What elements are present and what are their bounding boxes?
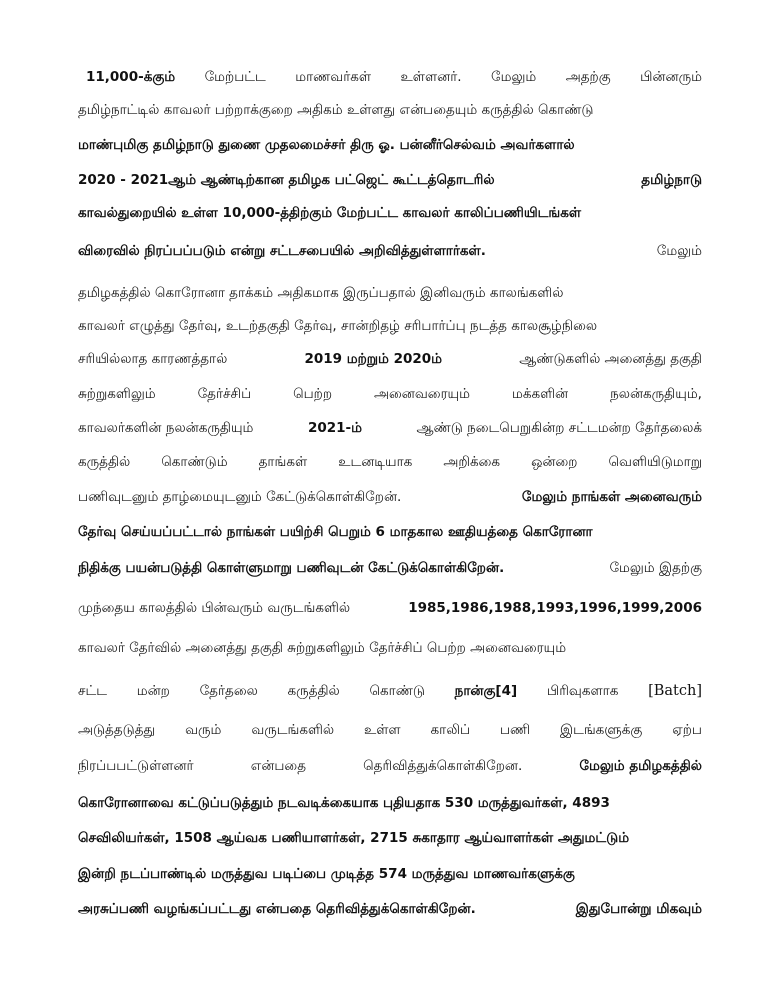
text-segment: காலிப் (430, 722, 471, 738)
text-line (78, 864, 702, 884)
text-line (78, 384, 702, 404)
text-segment: நலன்கருதியும், (610, 386, 702, 402)
text-line (78, 756, 702, 776)
bold-text-segment: இன்றி நடப்பாண்டில் மருத்துவ படிப்பை முடித்த 574 மருத்துவ மாணவர்களுக்கு (78, 866, 575, 882)
bold-text-segment: மாண்புமிகு தமிழ்நாடு துணை முதலமைச்சர் திரு ஓ. பன்னீர்செல்வம் அவர்களால் (78, 137, 575, 153)
text-segment: சட்ட (78, 683, 107, 699)
text-segment: வருடங்களில் (251, 722, 335, 738)
text-segment: தமிழகத்தில் கொரோனா தாக்கம் அதிகமாக இருப்பதால் இனிவரும் காலங்களில் (78, 285, 564, 301)
bold-text-segment: நிதிக்கு பயன்படுத்தி கொள்ளுமாறு பணிவுடன் கேட்டுக்கொள்கிறேன். (78, 560, 505, 576)
bold-text-segment: 2021-ம் (307, 420, 362, 436)
text-line (78, 899, 702, 919)
text-segment: ஏற்ப (672, 722, 702, 738)
text-line (78, 316, 702, 336)
text-line (78, 452, 702, 472)
text-line (78, 681, 702, 701)
text-segment: தெரிவித்துக்கொள்கிறேன. (363, 758, 523, 774)
text-segment: பெற்ற (293, 386, 333, 402)
bold-text-segment: 2019 மற்றும் 2020ம் (304, 351, 443, 367)
bold-text-segment: கொரோனாவை கட்டுப்படுத்தும் நடவடிக்கையாக புதியதாக 530 மருத்துவர்கள், 4893 (78, 795, 610, 811)
text-segment: மேலும் (656, 243, 702, 259)
text-segment: கொண்டும் (161, 454, 228, 470)
text-segment: அதற்கு (565, 69, 611, 85)
text-segment: ஆண்டு நடைபெறுகின்ற சட்டமன்ற தேர்தலைக் (416, 420, 702, 436)
text-segment: பணிவுடனும் தாழ்மையுடனும் கேட்டுக்கொள்கிறேன். (78, 489, 402, 505)
bold-text-segment: நான்கு[4] (454, 683, 518, 699)
text-line (78, 487, 702, 507)
text-segment: பிரிவுகளாக (546, 683, 619, 699)
text-segment: சுற்றுகளிலும் (78, 386, 156, 402)
text-line (78, 241, 702, 261)
bold-text-segment: 2020 - 2021ஆம் ஆண்டிற்கான தமிழக பட்ஜெட் கூட்டத்தொடரில் (78, 172, 495, 188)
text-line (78, 828, 702, 848)
bold-text-segment: மேலும் தமிழகத்தில் (579, 758, 702, 774)
text-segment: தாங்கள் (258, 454, 308, 470)
text-segment: மாணவர்கள் (295, 69, 372, 85)
text-line (78, 283, 702, 303)
text-line (78, 793, 702, 813)
bold-text-segment: காவல்துறையில் உள்ள 10,000-த்திற்கும் மேற்பட்ட காவலர் காலிப்பணியிடங்கள் (78, 205, 582, 221)
text-segment: காவலர்களின் நலன்கருதியும் (78, 420, 254, 436)
text-line (78, 135, 702, 155)
text-line (78, 598, 702, 618)
text-segment: இடங்களுக்கு (559, 722, 643, 738)
text-line (78, 720, 702, 740)
text-line (78, 170, 702, 190)
text-segment: ஒன்றை (531, 454, 578, 470)
text-segment: உள்ள (364, 722, 401, 738)
text-segment: பின்னரும் (640, 69, 702, 85)
bold-text-segment: தேர்வு செய்யப்பட்டால் நாங்கள் பயிற்சி பெறும் 6 மாதகால ஊதியத்தை கொரோனா (78, 524, 593, 540)
bold-text-segment: இதுபோன்று மிகவும் (575, 901, 702, 917)
text-segment: கொண்டு (369, 683, 425, 699)
text-segment: முந்தைய காலத்தில் பின்வரும் வருடங்களில் (78, 600, 351, 616)
text-segment: வெளியிடுமாறு (608, 454, 702, 470)
text-line (78, 638, 702, 658)
text-segment: கருத்தில் (287, 683, 340, 699)
text-segment: என்பதை (250, 758, 306, 774)
text-segment: அடுத்தடுத்து (78, 722, 156, 738)
bold-text-segment: மேலும் நாங்கள் அனைவரும் (521, 489, 702, 505)
text-segment: மன்ற (136, 683, 170, 699)
text-segment: கருத்தில் (78, 454, 131, 470)
bold-text-segment: 1985,1986,1988,1993,1996,1999,2006 (408, 600, 702, 616)
bold-text-segment: செவிலியர்கள், 1508 ஆய்வக பணியாளர்கள், 2715 சுகாதார ஆய்வாளர்கள் அதுமட்டும் (78, 830, 630, 846)
text-segment: ஆண்டுகளில் அனைத்து தகுதி (519, 351, 702, 367)
text-line (78, 558, 702, 578)
text-segment: மக்களின் (511, 386, 569, 402)
text-segment: தேர்தலை (199, 683, 258, 699)
text-segment: காவலர் எழுத்து தேர்வு, உடற்தகுதி தேர்வு, சான்றிதழ் சரிபார்ப்பு நடத்த காலசூழ்நிலை (78, 318, 598, 334)
bold-text-segment: 11,000-க்கும் (86, 69, 176, 85)
text-line (78, 418, 702, 438)
text-segment: தமிழ்நாட்டில் காவலர் பற்றாக்குறை அதிகம் உள்ளது என்பதையும் கருத்தில் கொண்டு (78, 102, 594, 118)
text-segment: வரும் (185, 722, 222, 738)
text-line (78, 349, 702, 369)
text-segment: மேலும் (491, 69, 537, 85)
text-segment: நிரப்பபட்டுள்ளனர் (78, 758, 194, 774)
bold-text-segment: அரசுப்பணி வழங்கப்பட்டது என்பதை தெரிவித்துக்கொள்கிறேன். (78, 901, 476, 917)
bold-text-segment: தமிழ்நாடு (641, 172, 702, 188)
text-segment: அறிக்கை (443, 454, 501, 470)
text-segment: தேர்ச்சிப் (197, 386, 252, 402)
text-segment: உள்ளனர். (400, 69, 462, 85)
bold-text-segment: விரைவில் நிரப்பப்படும் என்று சட்டசபையில் அறிவித்துள்ளார்கள். (78, 243, 486, 259)
text-line (78, 100, 702, 120)
text-segment: சரியில்லாத காரணத்தால் (78, 351, 228, 367)
text-segment: பணி (499, 722, 531, 738)
text-segment: மேலும் இதற்கு (609, 560, 702, 576)
text-line (78, 203, 702, 223)
text-segment: மேற்பட்ட (204, 69, 266, 85)
text-segment: உடனடியாக (338, 454, 413, 470)
text-segment: [Batch] (648, 683, 702, 699)
text-segment: அனைவரையும் (374, 386, 470, 402)
text-segment: காவலர் தேர்வில் அனைத்து தகுதி சுற்றுகளிலும் தேர்ச்சிப் பெற்ற அனைவரையும் (78, 640, 567, 656)
text-line (78, 522, 702, 542)
text-line (86, 67, 702, 87)
